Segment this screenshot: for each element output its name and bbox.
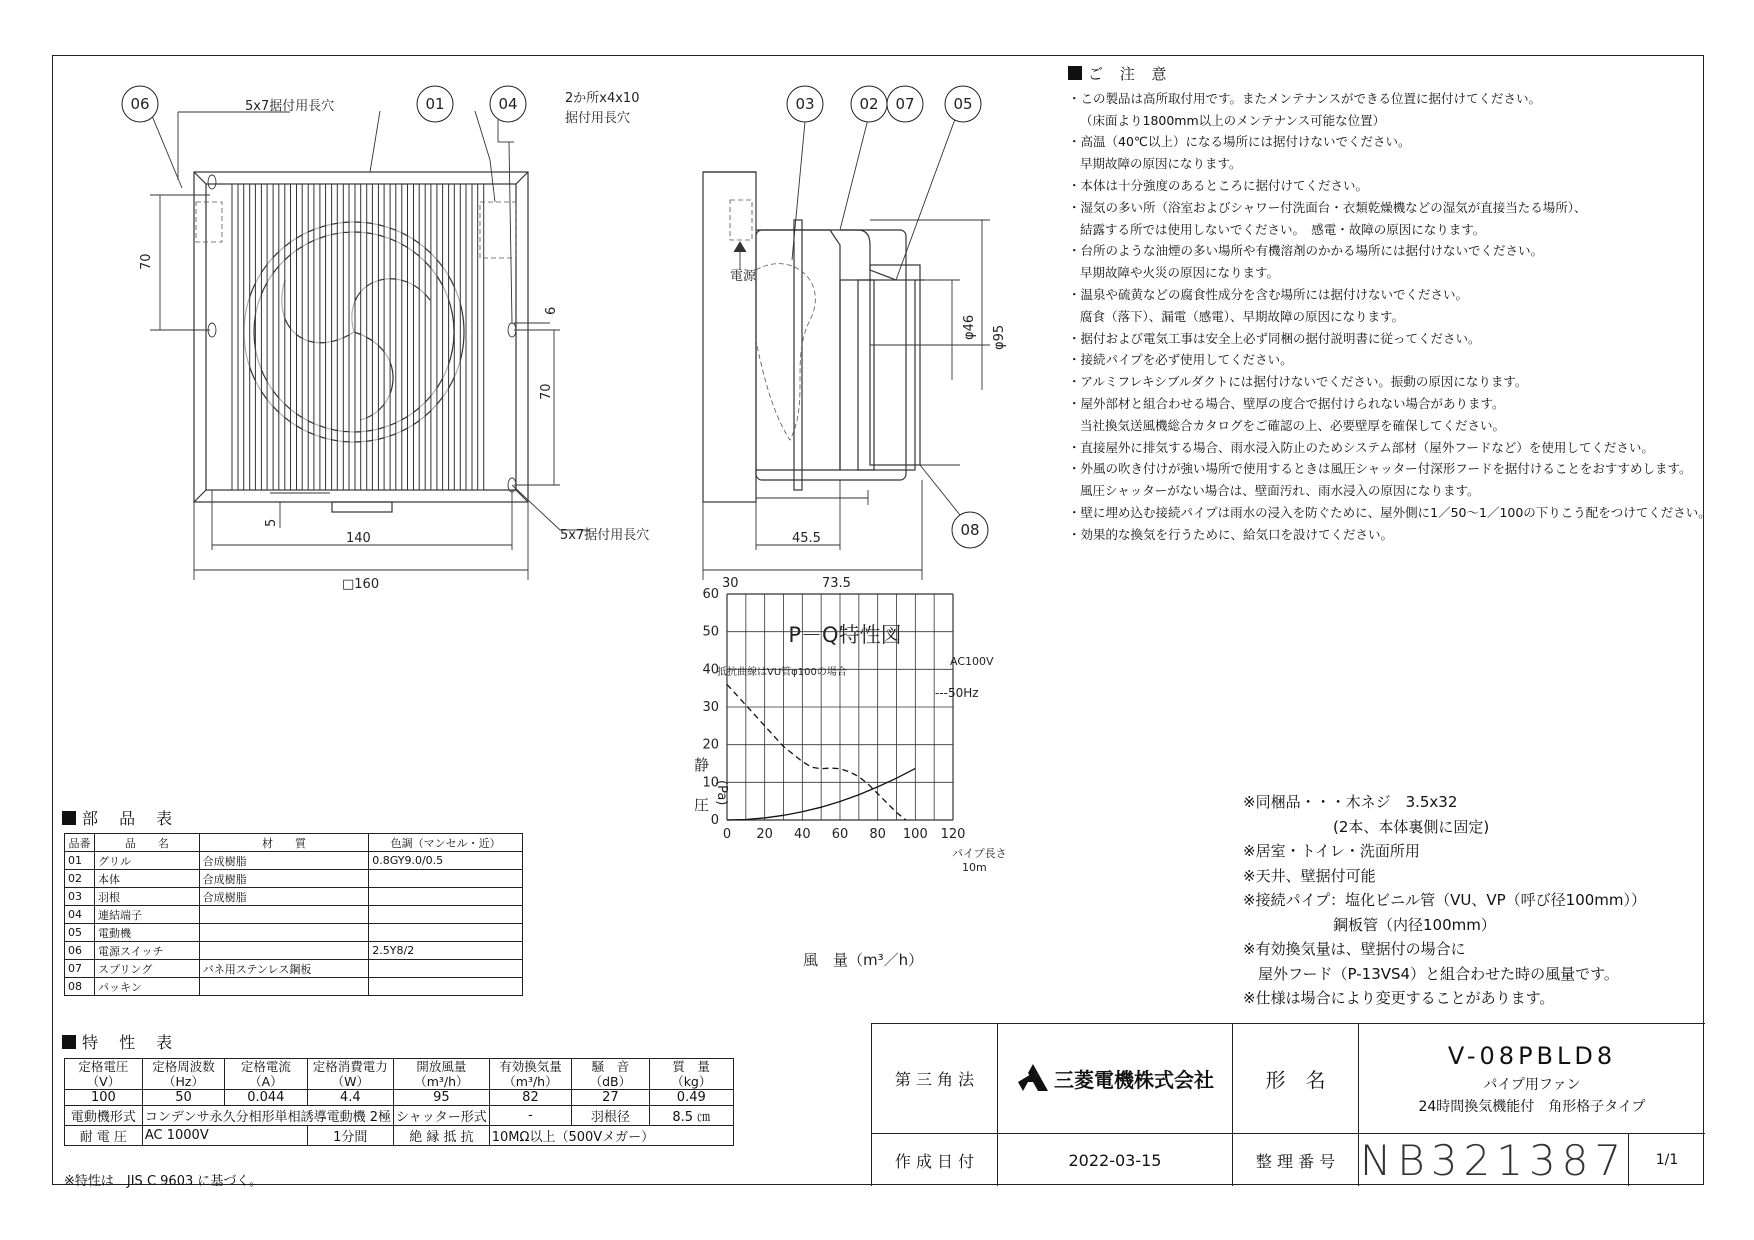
accessory-line: ※同梱品・・・木ネジ 3.5x32 xyxy=(1243,793,1458,811)
spec-header: 有効換気量 （m³/h） xyxy=(489,1059,571,1090)
motor-label: 電動機形式 xyxy=(65,1106,143,1126)
caution-line: ・直接屋外に排気する場合、雨水浸入防止のためシステム部材（屋外フードなど）を使用してください。 xyxy=(1068,439,1654,455)
blade-label: 羽根径 xyxy=(572,1106,649,1126)
parts-cell xyxy=(199,978,369,996)
accessory-line: 鋼板管（内径100mm） xyxy=(1243,915,1496,934)
balloon-01: 01 xyxy=(425,95,445,113)
accessory-line: ※有効換気量は、壁据付の場合に xyxy=(1243,940,1466,958)
parts-cell: パッキン xyxy=(94,978,199,996)
table-row xyxy=(65,906,523,924)
parts-cell: 電動機 xyxy=(94,924,199,942)
balloon-05: 05 xyxy=(953,95,973,113)
parts-cell: 0.8GY9.0/0.5 xyxy=(369,852,523,870)
parts-cell: 連結端子 xyxy=(94,906,199,924)
chart-ylabel: 静圧 xyxy=(694,756,710,814)
accessory-line: ※天井、壁据付可能 xyxy=(1243,866,1376,885)
chart-ylabel-unit: (Pa) xyxy=(714,780,729,806)
model-label: 形 名 xyxy=(1233,1024,1359,1134)
balloon-08: 08 xyxy=(960,521,980,539)
spec-value: 82 xyxy=(489,1090,571,1106)
parts-cell xyxy=(199,924,369,942)
svg-text:5x7据付用長穴: 5x7据付用長穴 xyxy=(245,99,335,114)
spec-value: 0.49 xyxy=(649,1090,733,1106)
accessory-line: ※接続パイプ：塩化ビニル管（VU、VP（呼び径100mm）） xyxy=(1243,891,1647,909)
chart-xtick: 40 xyxy=(794,827,811,842)
shutter-label: シャッター形式 xyxy=(394,1106,490,1126)
parts-cell: 01 xyxy=(65,852,95,870)
chart-ytick: 40 xyxy=(702,662,719,678)
parts-table xyxy=(64,833,523,996)
parts-header: 品 名 xyxy=(94,834,199,852)
table-row xyxy=(65,942,523,960)
table-row xyxy=(65,978,523,996)
table-row xyxy=(65,960,523,978)
date-label: 作 成 日 付 xyxy=(872,1134,998,1186)
parts-cell: グリル xyxy=(94,852,199,870)
drawing-number: NB321387 xyxy=(1359,1135,1628,1185)
chart-ytick: 50 xyxy=(702,624,719,640)
company-name: 三菱電機株式会社 xyxy=(1054,1068,1214,1092)
title-block xyxy=(871,1023,1705,1186)
accessory-line: (2本、本体裏側に固定) xyxy=(1243,817,1490,836)
parts-cell: スプリング xyxy=(94,960,199,978)
parts-cell: 羽根 xyxy=(94,888,199,906)
table-row xyxy=(65,888,523,906)
chart-ytick: 10 xyxy=(702,775,719,791)
insulation-value: 10MΩ以上（500Vメガー） xyxy=(489,1126,733,1146)
table-row xyxy=(65,924,523,942)
parts-cell xyxy=(369,906,523,924)
parts-cell: 02 xyxy=(65,870,95,888)
spec-header: 定格消費電力 （W） xyxy=(307,1059,394,1090)
spec-value: 95 xyxy=(394,1090,490,1106)
parts-cell: 04 xyxy=(65,906,95,924)
balloon-04: 04 xyxy=(498,95,518,113)
chart-xtick: 20 xyxy=(756,827,773,842)
chart-curve-value: 10m xyxy=(962,861,987,874)
svg-text:5: 5 xyxy=(264,518,279,527)
parts-cell: 08 xyxy=(65,978,95,996)
parts-cell xyxy=(199,942,369,960)
caution-line: 結露する所では使用しないでください。 感電・故障の原因になります。 xyxy=(1080,221,1486,237)
model-cell xyxy=(1359,1024,1705,1134)
dim-30: 30 xyxy=(722,576,739,591)
spec-value: 4.4 xyxy=(307,1090,394,1106)
svg-text:70: 70 xyxy=(139,253,154,270)
spec-value: 0.044 xyxy=(225,1090,307,1106)
mitsubishi-logo-icon xyxy=(1016,1064,1050,1094)
parts-cell: 合成樹脂 xyxy=(199,852,369,870)
balloon-02: 02 xyxy=(859,95,879,113)
chart-xlabel: 風 量（m³／h） xyxy=(803,951,924,969)
chart-xtick: 80 xyxy=(869,827,886,842)
balloon-07: 07 xyxy=(895,95,915,113)
caution-line: 早期故障の原因になります。 xyxy=(1080,156,1242,172)
dim-73-5: 73.5 xyxy=(822,576,851,591)
caution-line: ・この製品は高所取付用です。またメンテナンスができる位置に据付けてください。 xyxy=(1068,90,1542,106)
model-desc2: 24時間換気機能付 角形格子タイプ xyxy=(1418,1098,1646,1115)
company-cell xyxy=(998,1024,1233,1134)
caution-heading: ご 注 意 xyxy=(1068,64,1708,86)
page-number: 1/1 xyxy=(1655,1152,1679,1168)
parts-cell: 07 xyxy=(65,960,95,978)
caution-line: ・アルミフレキシブルダクトには据付けないでください。振動の原因になります。 xyxy=(1068,374,1528,390)
accessory-line: ※仕様は場合により変更することがあります。 xyxy=(1243,989,1555,1007)
chart-ytick: 0 xyxy=(710,813,719,828)
caution-line: ・本体は十分強度のあるところに据付けてください。 xyxy=(1068,177,1369,193)
caution-line: ・屋外部材と組合わせる場合、壁厚の度合で据付けられない場合があります。 xyxy=(1068,395,1505,411)
parts-cell: 06 xyxy=(65,942,95,960)
caution-line: 当社換気送風機総合カタログをご確認の上、必要壁厚を確保してください。 xyxy=(1080,417,1506,433)
caution-line: ・湿気の多い所（浴室およびシャワー付洗面台・衣類乾燥機などの湿気が直接当たる場所）、 xyxy=(1068,199,1587,215)
caution-line: （床面より1800mm以上のメンテナンス可能な位置） xyxy=(1080,112,1386,128)
parts-cell: 2.5Y8/2 xyxy=(369,942,523,960)
chart-legend: ---50Hz xyxy=(935,686,979,700)
svg-text:5x7据付用長穴: 5x7据付用長穴 xyxy=(560,528,650,543)
chart-title: P－Q特性図 xyxy=(788,623,902,647)
dim-phi95: φ95 xyxy=(992,324,1007,350)
withstand-time: 1分間 xyxy=(307,1126,394,1146)
balloon-06: 06 xyxy=(130,95,150,113)
parts-cell xyxy=(369,924,523,942)
accessory-line: ※居室・トイレ・洗面所用 xyxy=(1243,842,1420,860)
spec-table xyxy=(64,1058,734,1146)
caution-line: ・据付および電気工事は安全上必ず同梱の据付説明書に従ってください。 xyxy=(1068,330,1481,346)
caution-line: ・外風の吹き付けが強い場所で使用するときは風圧シャッター付深形フードを据付けることをおすすめします。 xyxy=(1068,461,1692,477)
svg-text:据付用長穴: 据付用長穴 xyxy=(565,111,631,126)
caution-line: 腐食（落下）、漏電（感電）、早期故障の原因になります。 xyxy=(1080,308,1405,324)
power-label: 電源 xyxy=(730,269,757,284)
spec-header: 開放風量 （m³/h） xyxy=(394,1059,490,1090)
table-row xyxy=(65,852,523,870)
projection-label: 第 三 角 法 xyxy=(872,1024,998,1134)
chart-curve-label: パイプ長さ xyxy=(952,847,1007,860)
parts-header: 色調（マンセル・近） xyxy=(369,834,523,852)
chart-ytick: 60 xyxy=(702,587,719,602)
motor-value: コンデンサ永久分相形単相誘導電動機 2極 xyxy=(142,1106,393,1126)
parts-cell: 本体 xyxy=(94,870,199,888)
spec-value: 27 xyxy=(572,1090,649,1106)
withstand-label: 耐 電 圧 xyxy=(65,1126,143,1146)
parts-header: 材 質 xyxy=(199,834,369,852)
parts-cell: 合成樹脂 xyxy=(199,870,369,888)
spec-header: 定格電圧 （V） xyxy=(65,1059,143,1090)
accessory-notes xyxy=(1243,790,1646,1011)
insulation-label: 絶 縁 抵 抗 xyxy=(394,1126,490,1146)
model-number: V-08PBLD8 xyxy=(1447,1041,1617,1070)
number-label: 整 理 番 号 xyxy=(1233,1134,1359,1186)
front-view-drawing xyxy=(110,80,690,620)
pq-chart xyxy=(660,587,1020,980)
balloon-03: 03 xyxy=(795,95,815,113)
svg-text:6: 6 xyxy=(544,306,559,315)
accessory-line: 屋外フード（P-13VS4）と組合わせた時の風量です。 xyxy=(1243,964,1619,983)
chart-xtick: 120 xyxy=(940,827,966,842)
caution-line: ・接続パイプを必ず使用してください。 xyxy=(1068,352,1293,368)
parts-cell: 05 xyxy=(65,924,95,942)
parts-cell: バネ用ステンレス鋼板 xyxy=(199,960,369,978)
spec-header: 定格電流 （A） xyxy=(225,1059,307,1090)
svg-text:140: 140 xyxy=(346,531,371,546)
withstand-value: AC 1000V xyxy=(142,1126,307,1146)
parts-cell xyxy=(369,870,523,888)
parts-header: 品番 xyxy=(65,834,95,852)
spec-table-title: 特 性 表 xyxy=(62,1030,180,1053)
chart-series-0 xyxy=(727,684,906,820)
chart-ytick: 20 xyxy=(702,737,719,753)
caution-line: 風圧シャッターがない場合は、壁面汚れ、雨水浸入の原因になります。 xyxy=(1080,483,1480,499)
chart-xtick: 100 xyxy=(902,827,928,842)
parts-cell: 合成樹脂 xyxy=(199,888,369,906)
parts-cell xyxy=(369,888,523,906)
date-value: 2022-03-15 xyxy=(998,1134,1233,1186)
dim-45-5: 45.5 xyxy=(792,531,821,546)
spec-value: 50 xyxy=(142,1090,224,1106)
chart-annotation-right: AC100V xyxy=(950,655,994,668)
parts-cell xyxy=(199,906,369,924)
svg-text:2か所x4x10: 2か所x4x10 xyxy=(565,91,640,106)
shutter-value: - xyxy=(489,1106,571,1126)
spec-header: 騒 音 （dB） xyxy=(572,1059,649,1090)
table-row xyxy=(65,870,523,888)
spec-header: 質 量 （kg） xyxy=(649,1059,733,1090)
caution-line: ・壁に埋め込む接続パイプは雨水の浸入を防ぐために、屋外側に1／50～1／100の下りこう配をつけてください。 xyxy=(1068,504,1711,520)
spec-value: 100 xyxy=(65,1090,143,1106)
caution-line: ・台所のような油煙の多い場所や有機溶剤のかかる場所には据付けないでください。 xyxy=(1068,243,1544,259)
chart-xtick: 0 xyxy=(722,827,732,842)
caution-line: ・高温（40℃以上）になる場所には据付けないでください。 xyxy=(1068,134,1411,150)
spec-footnote: ※特性は JIS C 9603 に基づく。 xyxy=(64,1174,263,1189)
svg-text:70: 70 xyxy=(539,383,554,400)
parts-cell: 03 xyxy=(65,888,95,906)
parts-cell xyxy=(369,960,523,978)
dim-phi46: φ46 xyxy=(962,314,977,340)
chart-xtick: 60 xyxy=(831,827,849,842)
chart-annotation-left: 抵抗曲線はVU管φ100の場合 xyxy=(717,667,847,678)
blade-value: 8.5 ㎝ xyxy=(649,1106,733,1126)
parts-table-title: 部 品 表 xyxy=(62,806,180,829)
parts-cell xyxy=(369,978,523,996)
caution-line: ・温泉や硫黄などの腐食性成分を含む場所には据付けないでください。 xyxy=(1068,286,1469,302)
chart-ytick: 30 xyxy=(702,700,719,715)
parts-cell: 電源スイッチ xyxy=(94,942,199,960)
caution-notes xyxy=(1068,64,1711,546)
svg-text:□160: □160 xyxy=(342,577,380,592)
caution-line: 早期故障や火災の原因になります。 xyxy=(1080,265,1280,281)
caution-line: ・効果的な換気を行うために、給気口を設けてください。 xyxy=(1068,526,1394,542)
spec-header: 定格周波数 （Hz） xyxy=(142,1059,224,1090)
model-desc1: パイプ用ファン xyxy=(1483,1076,1581,1093)
